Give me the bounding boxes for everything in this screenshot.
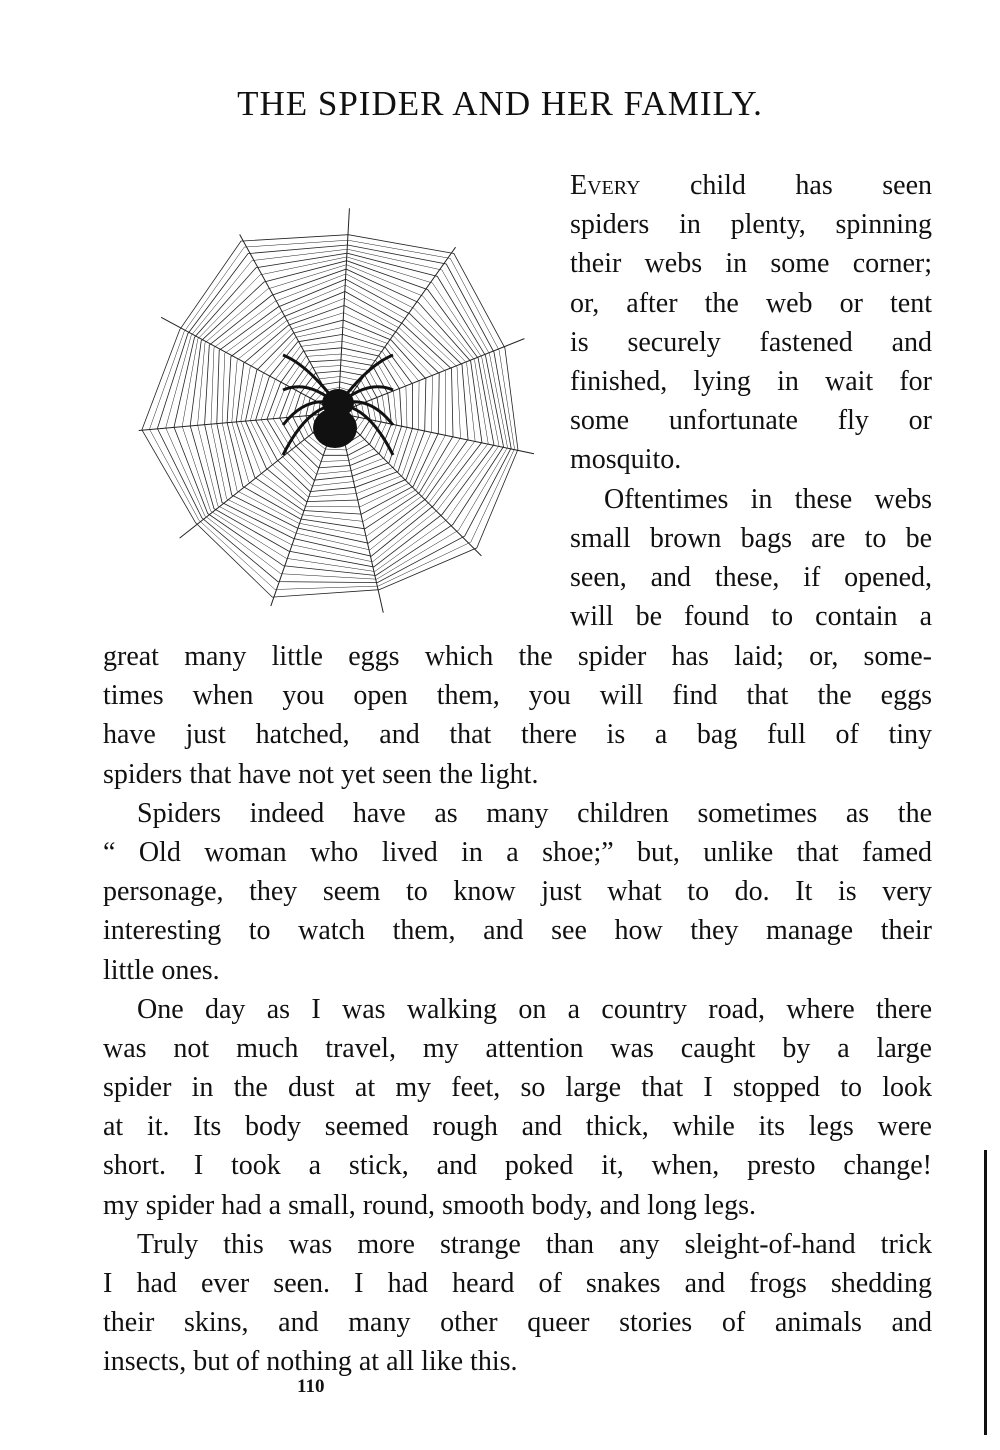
text-line: their webs in some corner;	[570, 248, 932, 280]
full-width-text	[103, 637, 932, 1382]
text-line: Oftentimes in these webs	[604, 483, 932, 515]
text-line: some unfortunate fly or	[570, 405, 932, 437]
right-column-text	[570, 166, 932, 636]
spider-web-illustration	[130, 185, 550, 625]
text-line: “ Old woman who lived in a shoe;” but, unlike that famed	[103, 836, 932, 868]
text-line: spider in the dust at my feet, so large that I stopped to look	[103, 1072, 932, 1104]
text-line: Spiders indeed have as many children sometimes as the	[137, 797, 932, 829]
text-line: mosquito.	[570, 444, 682, 476]
text-line: little ones.	[103, 954, 220, 986]
text-line: great many little eggs which the spider has laid; or, some-	[103, 641, 932, 672]
text-line: my spider had a small, round, smooth body, and long legs.	[103, 1189, 756, 1221]
text-line: One day as I was walking on a country road, where there	[137, 993, 932, 1025]
text-line: will be found to contain a	[570, 601, 932, 633]
text-line: interesting to watch them, and see how they manage their	[103, 915, 932, 947]
text-line: Truly this was more strange than any sleight-of-hand trick	[137, 1228, 932, 1260]
text-line: their skins, and many other queer stories of animals and	[103, 1307, 932, 1339]
text-line: spiders in plenty, spinning	[570, 209, 932, 241]
text-line: personage, they seem to know just what to do. It is very	[103, 876, 932, 908]
text-line: was not much travel, my attention was caught by a large	[103, 1032, 932, 1064]
text-fragment: child has seen	[640, 170, 932, 201]
text-line: short. I took a stick, and poked it, when, presto change!	[103, 1150, 932, 1182]
text-line: have just hatched, and that there is a bag full of tiny	[103, 719, 932, 751]
text-line: small brown bags are to be	[570, 522, 932, 554]
spider-icon	[283, 355, 393, 455]
small-caps-lead: Every	[570, 170, 641, 201]
text-line	[570, 166, 932, 205]
text-line: times when you open them, you will find that the eggs	[103, 680, 932, 712]
text-line: seen, and these, if opened,	[570, 561, 932, 593]
text-line: is securely fastened and	[570, 326, 932, 358]
text-line: spiders that have not yet seen the light.	[103, 758, 539, 790]
page-number: 110	[297, 1376, 325, 1397]
text-line: or, after the web or tent	[570, 287, 932, 319]
chapter-title: THE SPIDER AND HER FAMILY.	[237, 84, 763, 123]
text-line: I had ever seen. I had heard of snakes and frogs shedding	[103, 1268, 932, 1299]
text-line: insects, but of nothing at all like this.	[103, 1346, 518, 1378]
text-line: at it. Its body seemed rough and thick, while its legs were	[103, 1111, 932, 1143]
page-edge-line	[984, 1150, 987, 1435]
text-line: finished, lying in wait for	[570, 365, 932, 397]
